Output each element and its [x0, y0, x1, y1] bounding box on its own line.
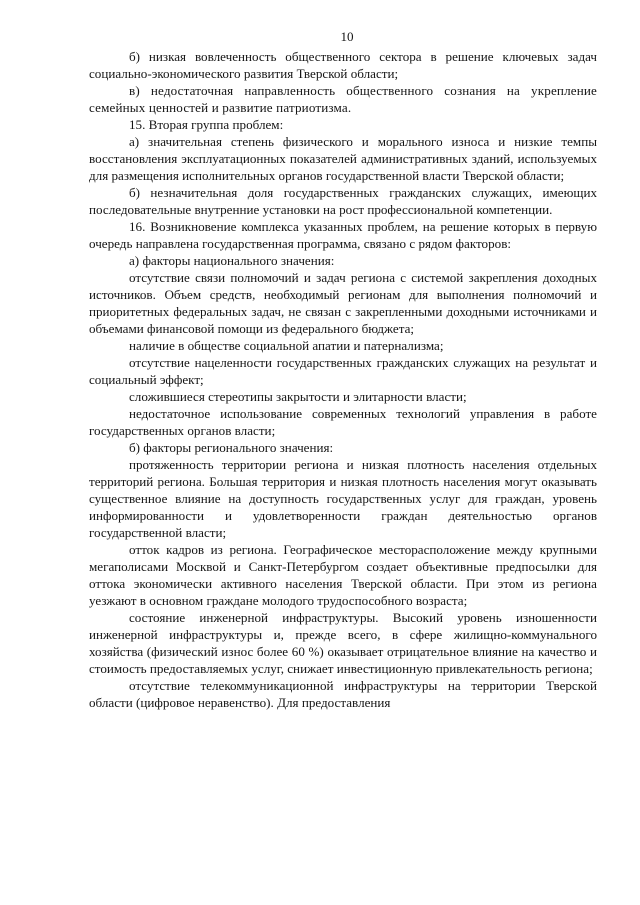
paragraph-factors-intro: 16. Возникновение комплекса указанных проблем, на решение которых в первую очередь направлена государственная программа, связано с рядом факторов:: [89, 219, 597, 251]
paragraph-telecom-infrastructure: отсутствие телекоммуникационной инфраструктуры на территории Тверской области (цифровое неравенство). Для предоставления: [89, 678, 597, 710]
paragraph-public-consciousness: в) недостаточная направленность общественного сознания на укрепление семейных ценностей и развитие патриотизма.: [89, 83, 597, 115]
paragraph-low-engagement: б) низкая вовлеченность общественного сектора в решение ключевых задач социально-экономического развития Тверской области;: [89, 49, 597, 81]
paragraph-management-technologies: недостаточное использование современных технологий управления в работе государственных органов власти;: [89, 406, 597, 438]
paragraph-building-wear: а) значительная степень физического и морального износа и низкие темпы восстановления эксплуатационных показателей административных зданий, используемых для размещения исполнительных органов государственной власти Тверской области;: [89, 134, 597, 183]
paragraph-staff-outflow: отток кадров из региона. Географическое месторасположение между крупными мегаполисами Москвой и Санкт-Петербургом создает объективные предпосылки для оттока экономически активного населения Тверской области. При этом из региона уезжают в основном граждане молодого трудоспособного возраста;: [89, 542, 597, 608]
paragraph-regional-factors: б) факторы регионального значения:: [129, 440, 334, 455]
paragraph-social-apathy: наличие в обществе социальной апатии и патернализма;: [129, 338, 444, 353]
paragraph-revenue-sources: отсутствие связи полномочий и задач региона с системой закрепления доходных источников. Объем средств, необходимый регионам для выполнения полномочий и приоритетных федеральных задач, не связан с закрепленными доходными источниками и объемами финансовой помощи из федерального бюджета;: [89, 270, 597, 336]
paragraph-territory-density: протяженность территории региона и низкая плотность населения отдельных территорий региона. Большая территория и низкая плотность населения могут оказывать существенное влияние на доступность государственных услуг для граждан, уровень информированности и удовлетворенности граждан деятельностью органов государственной власти;: [89, 457, 597, 540]
paragraph-engineering-infrastructure: состояние инженерной инфраструктуры. Высокий уровень изношенности инженерной инфраструктуры и, прежде всего, в сфере жилищно-коммунального хозяйства (физический износ более 60 %) оказывает отрицательное влияние на качество и стоимость предоставляемых услуг, снижает инвестиционную привлекательность региона;: [89, 610, 597, 676]
paragraph-national-factors: а) факторы национального значения:: [129, 253, 335, 268]
page-number: 10: [340, 29, 354, 44]
document-page: [89, 28, 597, 711]
paragraph-second-problem-group: 15. Вторая группа проблем:: [129, 117, 284, 132]
paragraph-civil-servants-share: б) незначительная доля государственных гражданских служащих, имеющих последовательные внутренние установки на рост профессиональной компетенции.: [89, 185, 597, 217]
paragraph-stereotypes: сложившиеся стереотипы закрытости и элитарности власти;: [129, 389, 467, 404]
paragraph-result-orientation: отсутствие нацеленности государственных гражданских служащих на результат и социальный эффект;: [89, 355, 597, 387]
